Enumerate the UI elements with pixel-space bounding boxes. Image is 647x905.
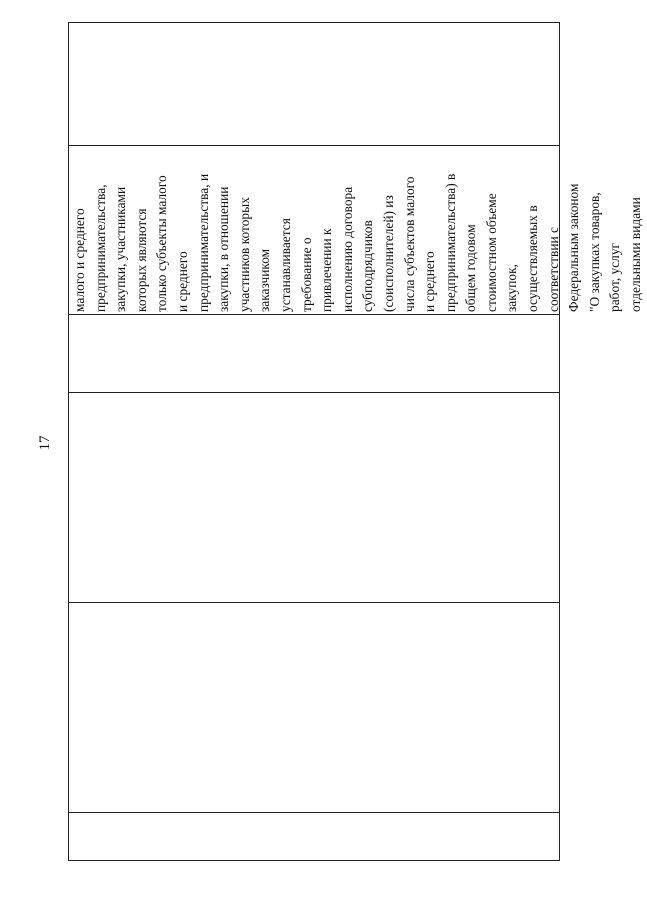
- cell-text-line: стоимостном объеме: [483, 193, 499, 312]
- table-row-divider: [68, 602, 560, 603]
- cell-text-line: закупки, участниками: [113, 186, 129, 312]
- cell-text-line: малого и среднего: [72, 208, 87, 312]
- cell-text-line: закупки, в отношении: [216, 186, 232, 312]
- cell-text-line: "О закупках товаров,: [586, 192, 602, 312]
- cell-text-line: предпринимательства) в: [442, 173, 458, 312]
- table-row-divider: [68, 314, 560, 315]
- cell-text-line: числа субъектов малого: [401, 176, 417, 312]
- cell-text-line: требование о: [298, 237, 314, 312]
- cell-text-line: предпринимательства, и: [195, 173, 211, 312]
- cell-text-line: которых являются: [133, 208, 149, 312]
- cell-text-line: работ, услуг: [607, 242, 623, 312]
- cell-text-line: привлечении к: [319, 228, 335, 312]
- cell-text-line: закупок,: [504, 264, 520, 312]
- table-row-divider: [68, 392, 560, 393]
- table-row-divider: [68, 812, 560, 813]
- cell-text-line: заказчиком: [257, 248, 273, 312]
- cell-text-line: соответствии с: [545, 227, 561, 312]
- page-number: 17: [37, 435, 53, 451]
- cell-text-line: исполнению договора: [339, 186, 355, 312]
- cell-text-line: и среднего: [174, 251, 190, 312]
- cell-text-line: устанавливается: [277, 218, 293, 312]
- cell-text-line: осуществляемых в: [525, 205, 541, 312]
- cell-text-line: субподрядчиков: [360, 220, 376, 312]
- table-cell-text: [70, 146, 644, 314]
- cell-text-line: предпринимательства,: [92, 184, 108, 312]
- cell-text-line: (соисполнителей) из: [380, 195, 396, 312]
- cell-text-line: участников которых: [236, 197, 252, 312]
- cell-lines-container: [70, 146, 644, 314]
- cell-text-line: только субъекты малого: [154, 175, 170, 312]
- cell-text-line: отдельными видами: [628, 197, 644, 312]
- cell-text-line: и среднего: [422, 251, 438, 312]
- cell-text-line: общем годовом: [463, 224, 479, 312]
- cell-text-line: Федеральным законом: [566, 183, 582, 312]
